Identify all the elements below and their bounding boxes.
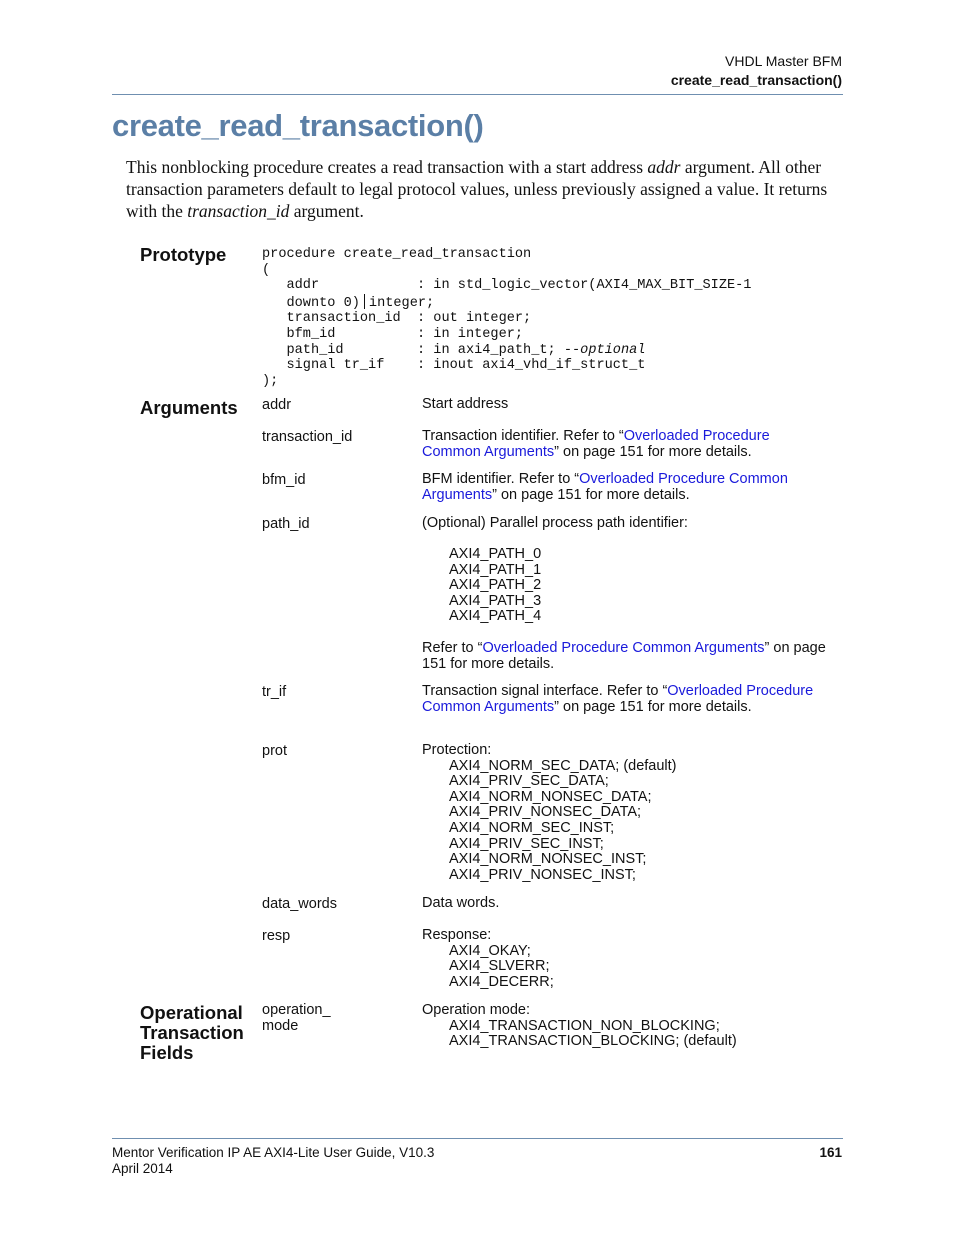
path-id-values <box>422 547 859 625</box>
link-overloaded-args[interactable]: Overloaded Procedure Common Arguments <box>422 428 770 460</box>
prot-values <box>422 759 832 884</box>
enum-value: AXI4_DECERR; <box>449 973 554 990</box>
prototype-code <box>262 247 751 389</box>
code-line: signal tr_if : inout axi4_vhd_if_struct_t <box>262 358 646 374</box>
resp-values <box>422 944 832 991</box>
enum-value: AXI4_PATH_0 <box>449 546 542 562</box>
enum-value: AXI4_OKAY; <box>449 942 531 959</box>
arg-name-transaction-id: transaction_id <box>262 429 353 445</box>
enum-value: AXI4_NORM_SEC_INST; <box>449 819 615 836</box>
arg-name-addr: addr <box>262 397 292 413</box>
footer-date: April 2014 <box>112 1161 173 1176</box>
enum-value: AXI4_SLVERR; <box>449 958 550 975</box>
section-label-line: Operational <box>140 1002 243 1023</box>
enum-value: AXI4_PATH_2 <box>449 577 542 594</box>
link-overloaded-args[interactable]: Overloaded Procedure Common Arguments <box>422 471 788 503</box>
enum-value: AXI4_PATH_4 <box>449 608 542 625</box>
arg-desc-data-words: Data words. <box>422 895 500 911</box>
path-id-reference <box>422 641 832 672</box>
code-line: ( <box>262 262 271 278</box>
section-label-line: Fields <box>140 1042 194 1063</box>
arg-name-path-id: path_id <box>262 516 310 532</box>
intro-text-3: argument. <box>289 201 364 221</box>
enum-value: AXI4_NORM_NONSEC_DATA; <box>449 788 652 805</box>
code-line: integer; <box>368 295 435 311</box>
section-arguments: Arguments <box>140 397 238 418</box>
arg-name-line: operation_ <box>262 1002 331 1018</box>
enum-value: AXI4_PATH_1 <box>449 561 542 578</box>
desc-text: ” on page 151 for more details. <box>422 640 826 672</box>
arg-name-tr-if: tr_if <box>262 684 287 700</box>
arg-desc-resp <box>422 928 832 990</box>
running-header-topic: create_read_transaction() <box>670 72 842 88</box>
desc-text: Refer to “ <box>422 640 483 656</box>
desc-text: ” on page 151 for more details. <box>554 698 752 715</box>
enum-value: AXI4_TRANSACTION_BLOCKING; (default) <box>449 1033 737 1050</box>
arg-desc-operation-mode <box>422 1003 832 1050</box>
section-label-line: Transaction <box>140 1022 244 1043</box>
enum-value: AXI4_PRIV_NONSEC_DATA; <box>449 804 642 821</box>
footer-rule <box>112 1138 843 1139</box>
arg-desc-bfm-id <box>422 472 832 503</box>
running-header-section: VHDL Master BFM <box>725 53 842 69</box>
arg-name-resp: resp <box>262 928 291 944</box>
desc-text: Transaction signal interface. Refer to “ <box>422 683 668 699</box>
intro-addr: addr <box>647 157 681 177</box>
code-line: ); <box>262 373 279 389</box>
section-prototype: Prototype <box>140 244 227 265</box>
code-line: transaction_id : out integer; <box>262 311 532 327</box>
operation-mode-values <box>422 1019 832 1050</box>
intro-transaction-id: transaction_id <box>187 201 290 221</box>
arg-name-prot: prot <box>262 743 287 759</box>
arg-name-data-words: data_words <box>262 896 337 912</box>
code-comment: optional <box>580 342 646 358</box>
intro-text-2: argument. All other transaction parameters default to legal protocol values, unless previously assigned a value. It returns with the <box>126 157 828 221</box>
desc-text: BFM identifier. Refer to “ <box>422 471 580 487</box>
code-line: procedure create_read_transaction <box>262 247 532 262</box>
arg-name-bfm-id: bfm_id <box>262 472 306 488</box>
desc-text: Operation mode: <box>422 1002 531 1018</box>
enum-value: AXI4_PRIV_NONSEC_INST; <box>449 866 636 883</box>
arg-name-operation-mode <box>262 1003 331 1034</box>
code-line: bfm_id : in integer; <box>262 326 524 342</box>
enum-value: AXI4_NORM_NONSEC_INST; <box>449 851 647 868</box>
link-overloaded-args[interactable]: Overloaded Procedure Common Arguments <box>482 640 765 656</box>
code-line: path_id : in axi4_path_t; -- <box>262 342 581 358</box>
code-line: downto 0) <box>262 295 360 311</box>
code-line: addr : in std_logic_vector(AXI4_MAX_BIT_SIZE-1 <box>262 278 752 294</box>
desc-text: Transaction identifier. Refer to “ <box>422 428 624 444</box>
enum-value: AXI4_TRANSACTION_NON_BLOCKING; <box>449 1017 720 1034</box>
enum-value: AXI4_PRIV_SEC_DATA; <box>449 773 609 790</box>
desc-text: ” on page 151 for more details. <box>492 486 690 503</box>
enum-value: AXI4_PRIV_SEC_INST; <box>449 835 604 852</box>
desc-text: Protection: <box>422 742 492 758</box>
arg-desc-addr: Start address <box>422 396 509 412</box>
section-operational-fields <box>140 1003 244 1063</box>
desc-text: Response: <box>422 927 492 943</box>
desc-text: ” on page 151 for more details. <box>554 443 752 460</box>
arg-name-line: mode <box>262 1017 299 1034</box>
arg-desc-path-id: (Optional) Parallel process path identifier: <box>422 515 688 531</box>
text-cursor <box>364 294 365 309</box>
arg-desc-transaction-id <box>422 429 832 460</box>
arg-desc-prot <box>422 743 832 883</box>
enum-value: AXI4_NORM_SEC_DATA; (default) <box>449 757 677 774</box>
page-title: create_read_transaction() <box>112 108 484 143</box>
header-rule <box>112 94 843 95</box>
footer-guide-title: Mentor Verification IP AE AXI4-Lite User Guide, V10.3 <box>112 1145 435 1160</box>
enum-value: AXI4_PATH_3 <box>449 592 542 609</box>
arg-desc-tr-if <box>422 684 832 715</box>
link-overloaded-args[interactable]: Overloaded Procedure Common Arguments <box>422 683 814 715</box>
intro-text-1: This nonblocking procedure creates a read transaction with a start address <box>126 157 648 177</box>
intro-paragraph <box>126 156 846 222</box>
page-number: 161 <box>819 1145 842 1160</box>
